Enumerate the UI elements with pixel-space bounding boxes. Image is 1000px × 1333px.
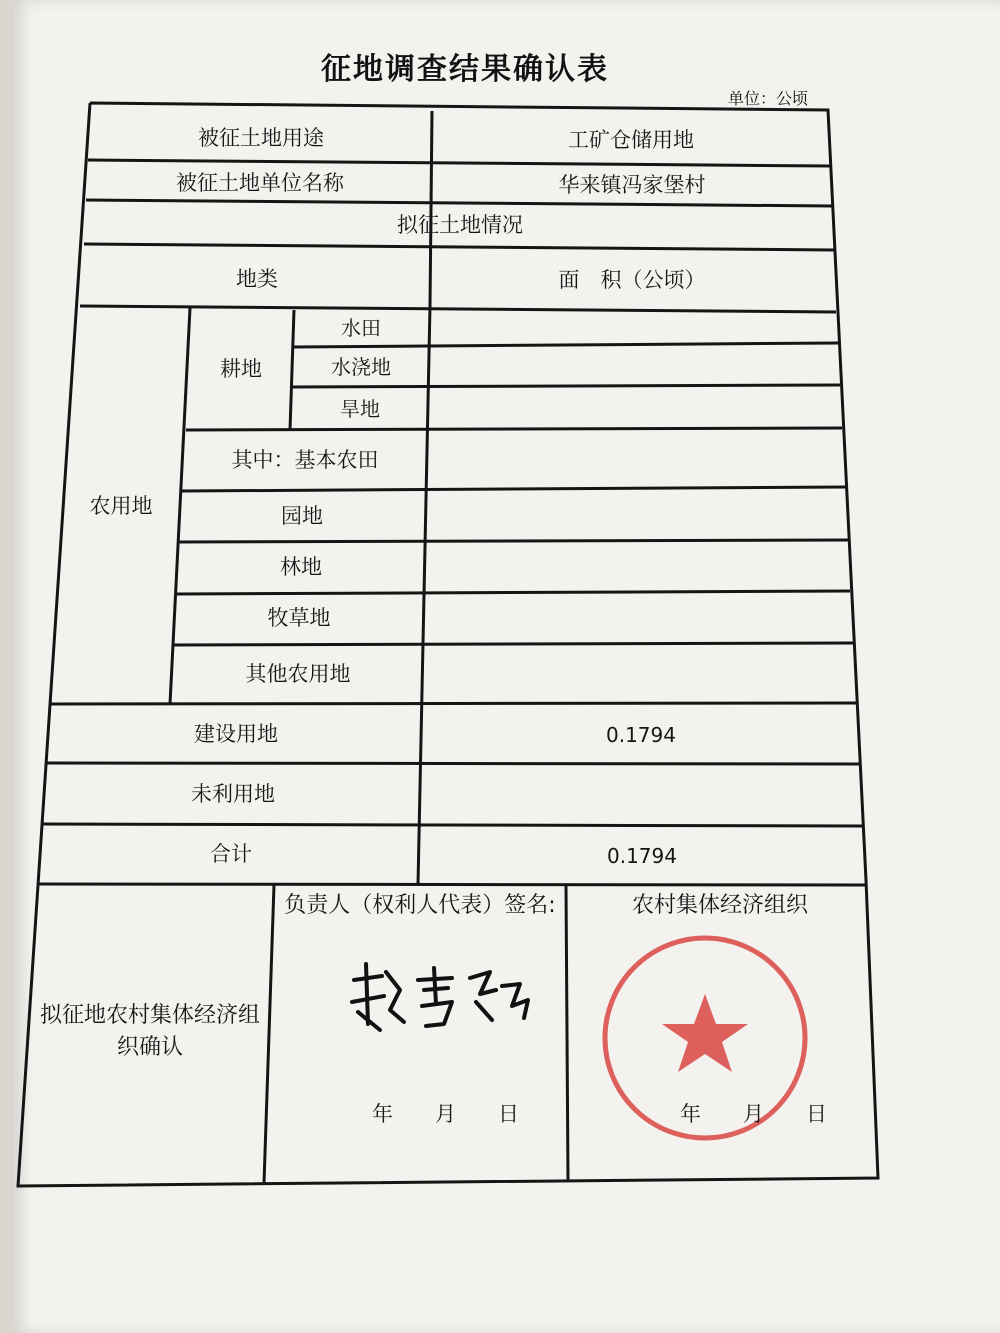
basic-farmland-label: 其中：基本农田 [231,448,379,473]
handwritten-signature [340,950,540,1040]
construction-value: 0.1794 [606,723,676,747]
total-label: 合计 [210,842,252,867]
confirmation-label: 拟征地农村集体经济组织确认 [40,1003,261,1060]
total-value: 0.1794 [607,844,677,868]
land-use-label: 被征土地用途 [198,126,324,151]
cultivated-label: 耕地 [220,357,262,382]
dry-land-label: 旱地 [340,397,380,421]
other-agri-label: 其他农用地 [245,662,351,687]
unused-label: 未利用地 [191,782,275,807]
pasture-label: 牧草地 [267,606,331,631]
section-heading: 拟征土地情况 [397,213,523,238]
land-type-header: 地类 [236,267,278,292]
date-right: 年 月 日 [680,1102,827,1126]
unit-name-value: 华来镇冯家堡村 [558,173,706,198]
date-left: 年 月 日 [372,1102,519,1126]
irrigated-label: 水浇地 [331,355,391,379]
org-label: 农村集体经济组织 [631,893,808,918]
land-use-value: 工矿仓储用地 [568,128,694,153]
forest-label: 林地 [280,555,322,580]
paddy-label: 水田 [341,316,381,340]
page-title: 征地调查结果确认表 [321,52,609,87]
construction-label: 建设用地 [194,722,278,747]
agri-land-label: 农用地 [89,494,153,519]
unit-name-label: 被征土地单位名称 [176,171,344,196]
area-header: 面 积（公顷） [558,268,706,293]
signer-label: 负责人（权利人代表）签名: [284,893,556,918]
unit-label: 单位：公顷 [728,89,809,108]
orchard-label: 园地 [281,504,323,529]
